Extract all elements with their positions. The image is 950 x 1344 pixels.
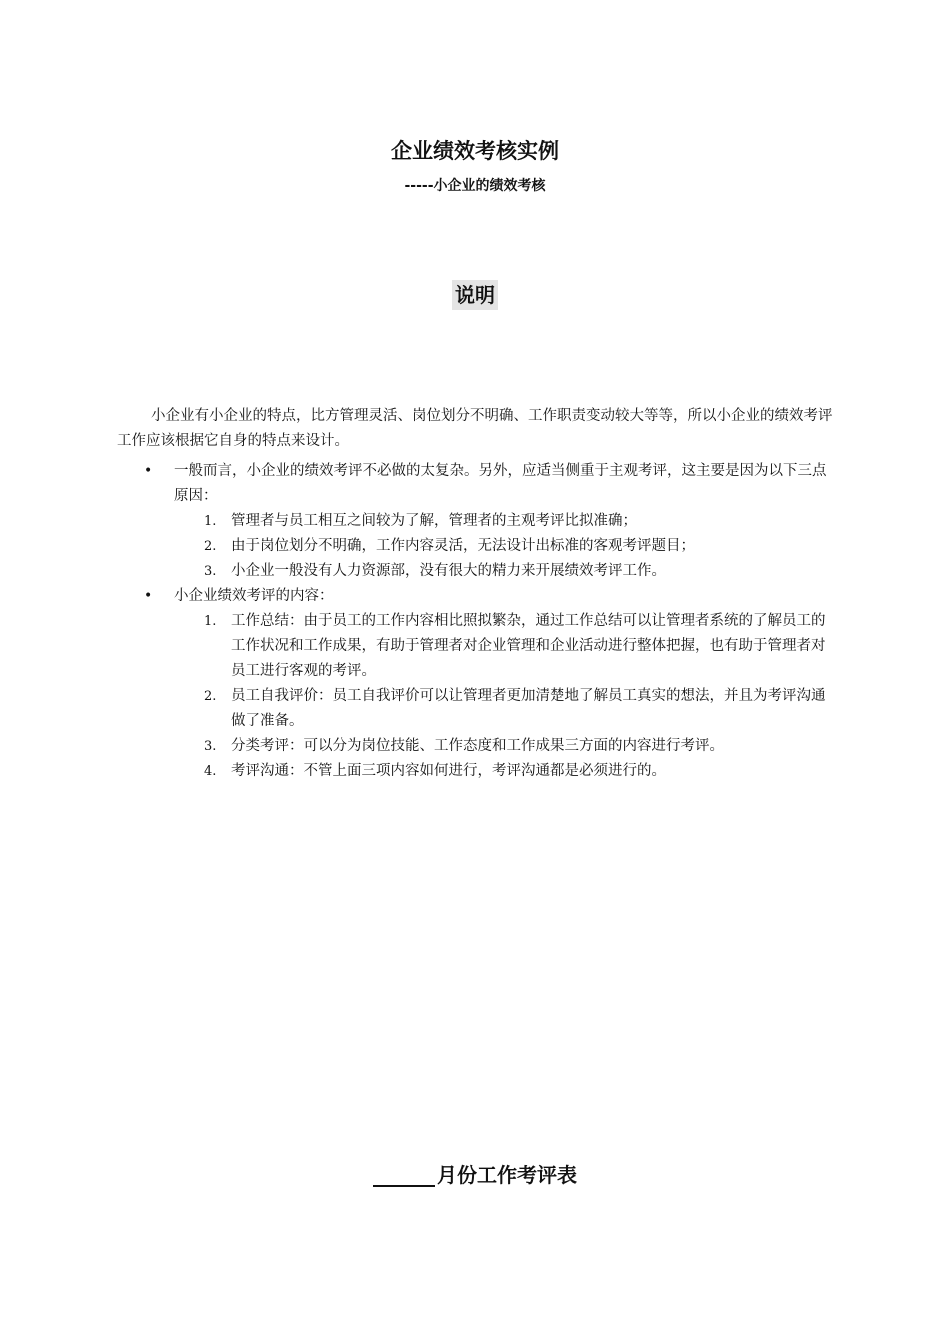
numbered-list xyxy=(174,509,837,584)
numbered-item xyxy=(174,559,837,584)
item-number: 3. xyxy=(204,739,217,754)
item-text: 由于岗位划分不明确，工作内容灵活，无法设计出标准的客观考评题目； xyxy=(231,538,695,554)
form-title-text: 月份工作考评表 xyxy=(437,1163,577,1187)
item-text: 员工自我评价：员工自我评价可以让管理者更加清楚地了解员工真实的想法，并且为考评沟通做了准备。 xyxy=(231,688,826,729)
item-number: 4. xyxy=(204,764,217,779)
item-number: 2. xyxy=(204,689,217,704)
bullet-dot-icon: • xyxy=(144,588,153,604)
month-blank-line xyxy=(373,1185,435,1187)
item-number: 1. xyxy=(204,614,217,629)
item-number: 1. xyxy=(204,514,217,529)
intro-paragraph: 小企业有小企业的特点，比方管理灵活、岗位划分不明确、工作职责变动较大等等，所以小企业的绩效考评工作应该根据它自身的特点来设计。 xyxy=(117,407,833,449)
document-title: 企业绩效考核实例 xyxy=(391,139,559,163)
numbered-item xyxy=(174,684,837,734)
numbered-item xyxy=(174,759,837,784)
form-title xyxy=(0,1160,950,1190)
item-text: 考评沟通：不管上面三项内容如何进行，考评沟通都是必须进行的。 xyxy=(231,763,666,779)
numbered-item xyxy=(174,534,837,559)
section-heading xyxy=(0,280,950,312)
item-text: 工作总结：由于员工的工作内容相比照拟繁杂，通过工作总结可以让管理者系统的了解员工的工作状况和工作成果，有助于管理者对企业管理和企业活动进行整体把握，也有助于管理者对员工进行客观的考评。 xyxy=(231,613,826,679)
item-text: 管理者与员工相互之间较为了解，管理者的主观考评比拟准确； xyxy=(231,513,637,529)
item-text: 小企业一般没有人力资源部，没有很大的精力来开展绩效考评工作。 xyxy=(231,563,666,579)
numbered-item xyxy=(174,609,837,684)
document-subtitle: -----小企业的绩效考核 xyxy=(404,178,546,194)
bullet-text: 一般而言，小企业的绩效考评不必做的太复杂。另外，应适当侧重于主观考评，这主要是因为以下三点原因： xyxy=(174,463,827,504)
numbered-item xyxy=(174,734,837,759)
bullet-dot-icon: • xyxy=(144,463,153,479)
item-text: 分类考评：可以分为岗位技能、工作态度和工作成果三方面的内容进行考评。 xyxy=(231,738,724,754)
numbered-list xyxy=(174,609,837,784)
item-number: 3. xyxy=(204,564,217,579)
numbered-item xyxy=(174,509,837,534)
bullet-item xyxy=(117,584,837,784)
item-number: 2. xyxy=(204,539,217,554)
section-heading-text: 说明 xyxy=(452,280,498,310)
bullet-list xyxy=(117,459,837,784)
bullet-item xyxy=(117,459,837,584)
bullet-text: 小企业绩效考评的内容： xyxy=(174,588,334,604)
